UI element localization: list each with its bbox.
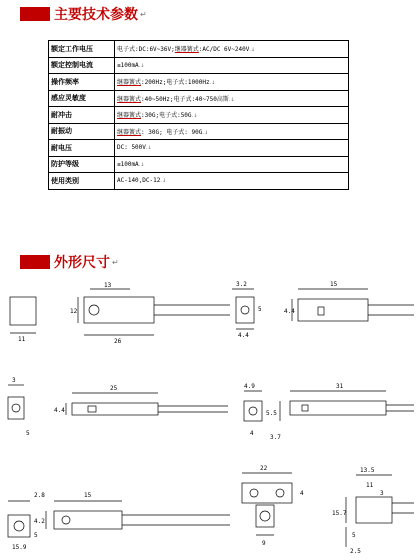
spec-value: ≤100mA	[117, 61, 139, 69]
section-header-dimensions	[20, 252, 119, 272]
spec-value-underlined: 继器簧式	[174, 46, 199, 54]
drawing-1	[10, 289, 230, 335]
dim-label: 4	[300, 490, 304, 497]
return-mark: .↓	[145, 145, 152, 152]
spec-label: 使用类别	[49, 173, 115, 190]
dim-label: 13	[104, 282, 112, 289]
spec-value-cell	[115, 123, 349, 140]
spec-value: DC: 500V	[117, 144, 146, 152]
dim-label: 15.9	[12, 544, 27, 551]
return-mark: .↓	[138, 161, 145, 168]
drawing-3	[8, 385, 228, 419]
return-mark: .↓	[249, 47, 256, 54]
spec-label: 操作频率	[49, 74, 115, 91]
dim-label: 22	[260, 465, 268, 472]
dimension-drawings	[0, 275, 420, 560]
spec-value: 电子式:DC:6V~36V;	[117, 46, 175, 54]
spec-value-cell	[115, 107, 349, 124]
dim-label: 5.5	[266, 410, 277, 417]
spec-value-rest: :30G;电子式:50G	[141, 112, 192, 120]
spec-value-rest: :AC/DC 6V~240V	[198, 46, 250, 54]
spec-value-rest: :40~50Hz;电子式:40~750高斯	[141, 95, 229, 103]
return-mark: .↓	[209, 80, 216, 87]
spec-label: 防护等级	[49, 156, 115, 173]
spec-value: AC-140,DC-12	[117, 177, 161, 185]
spec-value-underlined: 继器簧式	[117, 112, 142, 120]
dim-label: 25	[110, 385, 118, 392]
spec-value-cell	[115, 74, 349, 91]
spec-row	[49, 156, 349, 173]
return-mark: .↓	[160, 178, 167, 185]
section-header-specs	[20, 4, 147, 24]
dim-label: 2.5	[350, 548, 361, 555]
dim-label: 5	[352, 532, 356, 539]
dim-label: 15.7	[332, 510, 347, 517]
dim-label: 12	[70, 308, 78, 315]
spec-table	[48, 40, 349, 190]
dim-label: 3.7	[270, 434, 281, 441]
dim-label: 4.4	[54, 407, 65, 414]
section-title-specs: 主要技术参数	[54, 7, 138, 23]
dim-label: 3	[380, 490, 384, 497]
spec-value-underlined: 继器簧式	[117, 128, 142, 136]
return-mark: .↓	[202, 129, 209, 136]
dim-label: 3	[12, 377, 16, 384]
spec-row	[49, 107, 349, 124]
spec-value-cell	[115, 173, 349, 190]
spec-value: ≤100mA	[117, 160, 139, 168]
return-mark: .↓	[138, 62, 145, 69]
dim-label: 5	[258, 306, 262, 313]
spec-value-cell	[115, 140, 349, 157]
dim-label: 4.4	[238, 332, 249, 339]
dim-label: 15	[84, 492, 92, 499]
return-mark: ↵	[112, 257, 119, 267]
spec-label: 感应灵敏度	[49, 90, 115, 107]
spec-value-rest: : 30G; 电子式: 90G	[141, 128, 203, 136]
return-mark: .↓	[228, 96, 235, 103]
spec-label: 耐振动	[49, 123, 115, 140]
spec-row	[49, 74, 349, 91]
dim-label: 15	[330, 281, 338, 288]
dim-label: 11	[366, 482, 374, 489]
section-marker-bar	[20, 255, 50, 269]
dim-label: 4.4	[284, 308, 295, 315]
dim-label: 2.8	[34, 492, 45, 499]
spec-row	[49, 57, 349, 74]
dim-label: 4	[250, 430, 254, 437]
spec-label: 耐电压	[49, 140, 115, 157]
spec-row	[49, 140, 349, 157]
dim-label: 5	[34, 532, 38, 539]
dim-label: 4.9	[244, 383, 255, 390]
spec-value-rest: :200Hz;电子式:1000Hz	[141, 79, 210, 87]
dim-label: 9	[262, 540, 266, 547]
dim-label: 31	[336, 383, 344, 390]
spec-label: 额定控制电流	[49, 57, 115, 74]
spec-label: 耐冲击	[49, 107, 115, 124]
spec-row	[49, 123, 349, 140]
dim-label: 26	[114, 338, 122, 345]
return-mark: .↓	[191, 113, 198, 120]
spec-value-underlined: 继器簧式	[117, 79, 142, 87]
dim-label: 3.2	[236, 281, 247, 288]
spec-value-underlined: 继器簧式	[117, 95, 142, 103]
drawing-6	[242, 473, 414, 547]
spec-row	[49, 90, 349, 107]
spec-row	[49, 173, 349, 190]
spec-value-cell	[115, 57, 349, 74]
return-mark: ↵	[140, 9, 147, 19]
spec-label: 额定工作电压	[49, 41, 115, 58]
spec-row	[49, 41, 349, 58]
spec-value-cell	[115, 90, 349, 107]
dim-label: 13.5	[360, 467, 375, 474]
dim-label: 4.2	[34, 518, 45, 525]
section-title-dimensions: 外形尺寸	[54, 255, 110, 271]
spec-value-cell	[115, 41, 349, 58]
spec-value-cell	[115, 156, 349, 173]
dim-label: 11	[18, 336, 26, 343]
section-marker-bar	[20, 7, 50, 21]
dim-label: 5	[26, 430, 30, 437]
